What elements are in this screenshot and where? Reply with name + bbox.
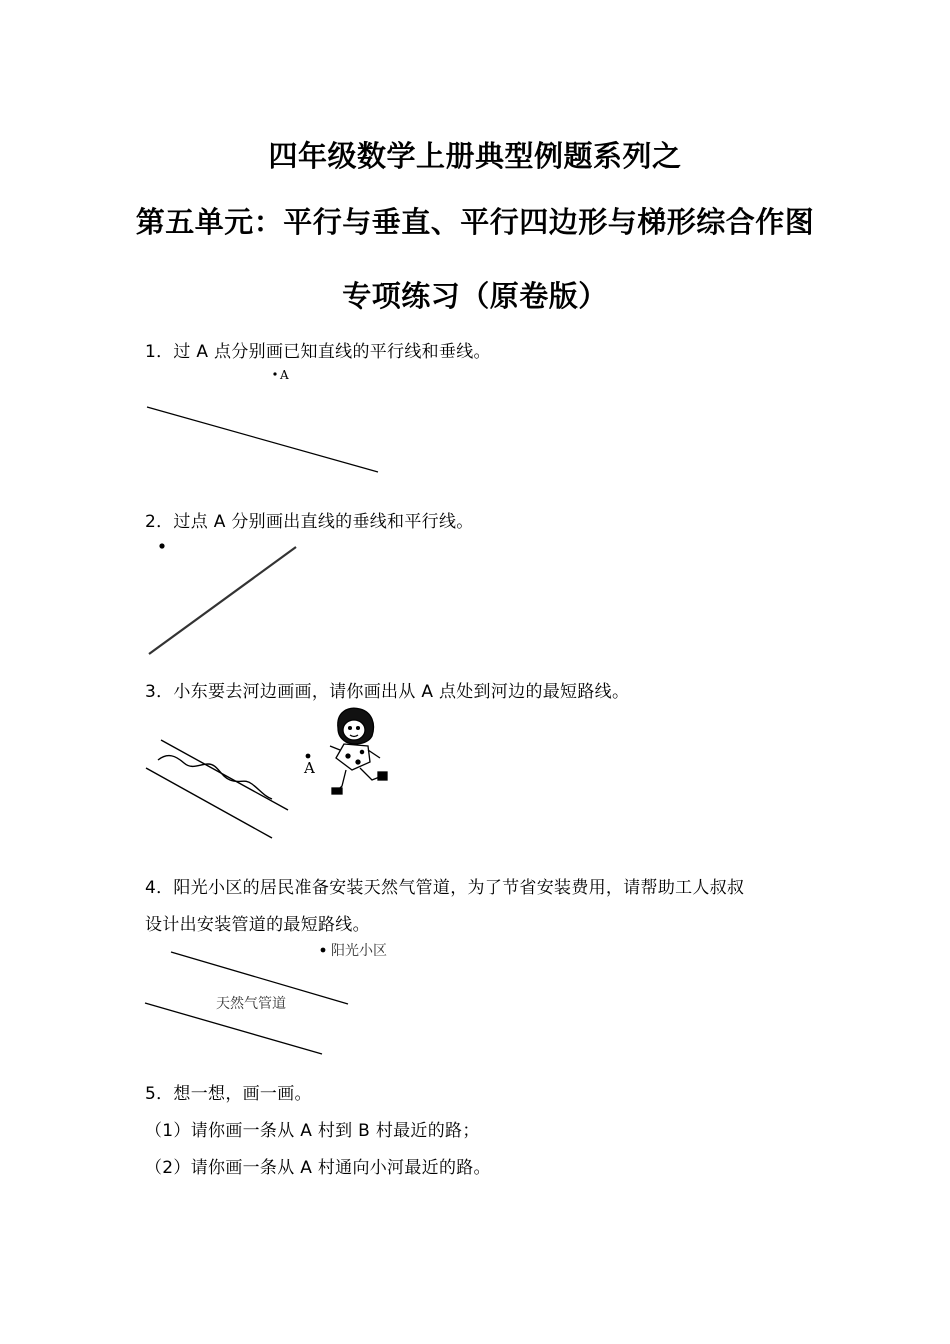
- document-title-line2: 第五单元：平行与垂直、平行四边形与梯形综合作图: [135, 205, 815, 239]
- community-label: 阳光小区: [331, 943, 387, 959]
- question-1-text: 1．过 A 点分别画已知直线的平行线和垂线。: [145, 342, 491, 362]
- question-3-figure: [140, 700, 400, 845]
- document-title-line1: 四年级数学上册典型例题系列之: [268, 139, 682, 173]
- question-5-sub2: （2）请你画一条从 A 村通向小河最近的路。: [145, 1158, 491, 1178]
- point-a-label: A: [304, 759, 315, 777]
- point-a-label: A: [280, 368, 289, 382]
- point-a-dot: [273, 372, 276, 375]
- river-bank-lower: [146, 768, 272, 838]
- given-line: [149, 547, 296, 654]
- question-4-text-line2: 设计出安装管道的最短路线。: [145, 915, 370, 935]
- community-dot: [321, 948, 326, 953]
- river-bank-upper: [161, 740, 288, 810]
- question-4-figure: [140, 936, 410, 1061]
- question-5-text: 5．想一想，画一画。: [145, 1084, 312, 1104]
- question-3-text: 3．小东要去河边画画，请你画出从 A 点处到河边的最短路线。: [145, 682, 630, 702]
- question-1-figure: [140, 362, 400, 482]
- question-2-figure: [140, 535, 310, 660]
- question-2-text: 2．过点 A 分别画出直线的垂线和平行线。: [145, 512, 474, 532]
- question-5-sub1: （1）请你画一条从 A 村到 B 村最近的路；: [145, 1121, 480, 1141]
- running-child-illustration: [330, 708, 387, 794]
- pipe-label: 天然气管道: [216, 996, 286, 1012]
- point-a-dot: [306, 754, 311, 759]
- document-title-line3: 专项练习（原卷版）: [342, 279, 608, 313]
- given-line: [147, 407, 378, 472]
- question-4-text-line1: 4．阳光小区的居民准备安装天然气管道，为了节省安装费用，请帮助工人叔叔: [145, 878, 745, 898]
- point-a-dot: [159, 543, 164, 548]
